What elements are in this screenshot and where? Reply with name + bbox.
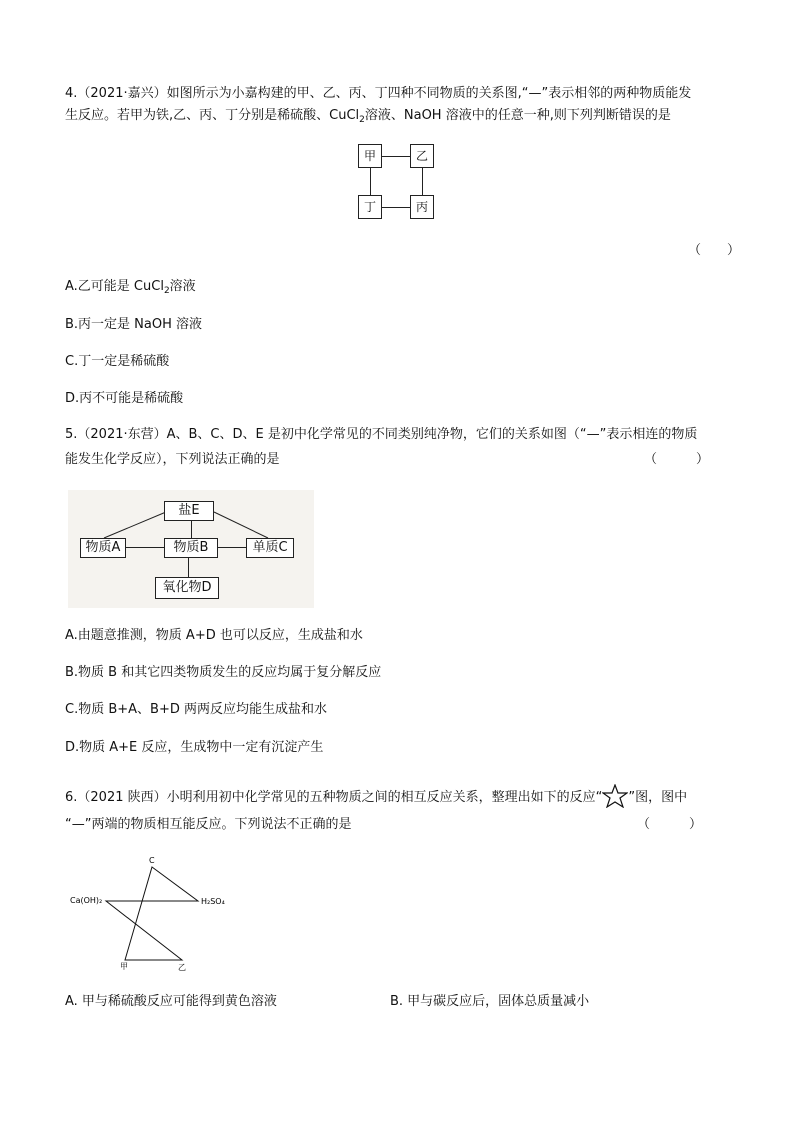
q6-star-lines: [106, 867, 198, 960]
q5-stem-line2: 能发生化学反应），下列说法正确的是: [65, 452, 280, 467]
q4-box-jia: 甲: [358, 144, 382, 168]
q5-box-c: 单质C: [246, 538, 294, 558]
q5-option-c: C.物质 B+A、B+D 两两反应均能生成盐和水: [65, 702, 327, 717]
q5-box-b: 物质B: [164, 538, 218, 558]
q4-option-d: D.丙不可能是稀硫酸: [65, 391, 184, 406]
q4-answer-paren: （ ）: [688, 243, 741, 258]
q4-stem-line2: 生反应。若甲为铁,乙、丙、丁分别是稀硫酸、CuCl$_2$溶液、NaOH 溶液中的任意一种,则下列判断错误的是: [65, 108, 671, 125]
q4-option-b: B.丙一定是 NaOH 溶液: [65, 317, 203, 332]
q5-option-b: B.物质 B 和其它四类物质发生的反应均属于复分解反应: [65, 665, 382, 680]
q5-option-d: D.物质 A+E 反应，生成物中一定有沉淀产生: [65, 740, 324, 755]
q6-option-b: B. 甲与碳反应后，固体总质量减小: [390, 994, 590, 1009]
q4-option-c: C.丁一定是稀硫酸: [65, 354, 170, 369]
q6-stem-line1: 6.（2021 陕西）小明利用初中化学常见的五种物质之间的相互反应关系，整理出如下的反应“ ”图，图中: [65, 784, 687, 808]
q6-label-caoh2: Ca(OH)₂: [70, 896, 103, 905]
q6-label-yi: 乙: [178, 963, 186, 972]
q6-label-jia: 甲: [120, 962, 128, 971]
q4-box-bing: 丙: [410, 195, 434, 219]
q6-label-c: C: [149, 856, 155, 865]
q6-stem-line2: “—”两端的物质相互能反应。下列说法不正确的是: [65, 817, 352, 832]
q4-option-a: A.乙可能是 CuCl$_2$溶液: [65, 279, 196, 296]
q4-stem-line1: 4.（2021·嘉兴）如图所示为小嘉构建的甲、乙、丙、丁四种不同物质的关系图,“—”表示相邻的两种物质能发: [65, 86, 692, 101]
q5-box-e: 盐E: [164, 501, 214, 521]
q6-answer-paren: （ ）: [637, 817, 703, 832]
q4-box-yi: 乙: [410, 144, 434, 168]
q4-box-ding: 丁: [358, 195, 382, 219]
q5-box-a: 物质A: [80, 538, 126, 558]
q5-answer-paren: （ ）: [644, 452, 710, 467]
q5-option-a: A.由题意推测，物质 A+D 也可以反应，生成盐和水: [65, 628, 363, 643]
q5-box-d: 氧化物D: [155, 577, 219, 599]
q5-stem-line1: 5.（2021·东营）A、B、C、D、E 是初中化学常见的不同类别纯净物，它们的关系如图（“—”表示相连的物质: [65, 427, 698, 442]
q6-label-h2so4: H₂SO₄: [201, 897, 225, 906]
q6-option-a: A. 甲与稀硫酸反应可能得到黄色溶液: [65, 994, 277, 1009]
